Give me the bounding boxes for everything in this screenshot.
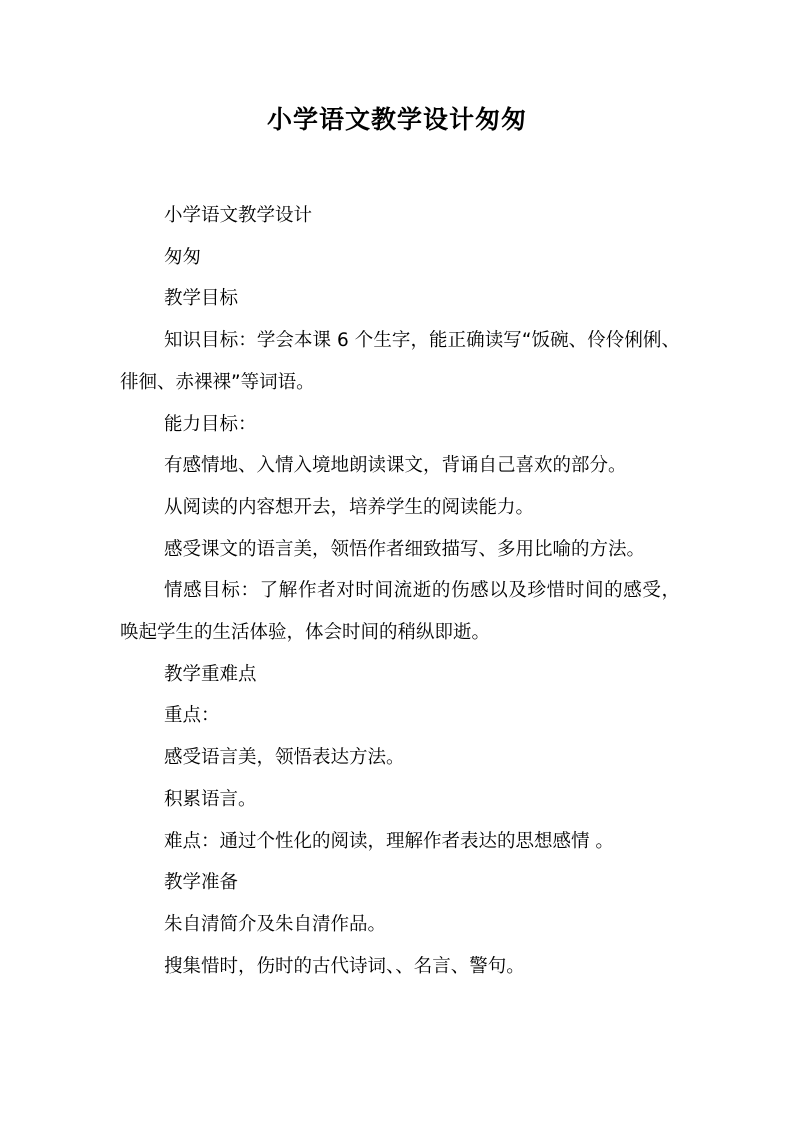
paragraph-ability-goal-3: 感受课文的语言美，领悟作者细致描写、多用比喻的方法。 bbox=[164, 538, 646, 560]
paragraph-heading-key-points: 教学重难点 bbox=[164, 663, 257, 685]
paragraph-ability-goal-2: 从阅读的内容想开去，培养学生的阅读能力。 bbox=[164, 496, 535, 518]
paragraph-emotion-goal: 情感目标：了解作者对时间流逝的伤感以及珍惜时间的感受，唤起学生的生活体验，体会时间的稍纵即逝。 bbox=[120, 580, 680, 644]
paragraph-preparation-1: 朱自清简介及朱自清作品。 bbox=[164, 913, 387, 935]
paragraph-ability-goal-heading: 能力目标： bbox=[164, 413, 257, 435]
paragraph-knowledge-goal: 知识目标：学会本课 6 个生字，能正确读写“饭碗、伶伶俐俐、徘徊、赤裸裸”等词语。 bbox=[120, 330, 680, 393]
paragraph-key-point-2: 积累语言。 bbox=[164, 788, 257, 810]
paragraph-key-point-1: 感受语言美，领悟表达方法。 bbox=[164, 747, 405, 769]
paragraph-preparation-2: 搜集惜时，伤时的古代诗词、、名言、警句。 bbox=[164, 955, 525, 977]
paragraph-heading-goals: 教学目标 bbox=[164, 288, 239, 310]
paragraph-subtitle: 小学语文教学设计 bbox=[164, 205, 313, 226]
paragraph-heading-preparation: 教学准备 bbox=[164, 872, 239, 894]
paragraph-lesson-name: 匆匆 bbox=[164, 246, 202, 268]
document-body bbox=[120, 195, 680, 987]
paragraph-difficult-point: 难点：通过个性化的阅读，理解作者表达的思想感情 。 bbox=[164, 830, 614, 852]
paragraph-key-point-heading: 重点： bbox=[164, 705, 220, 727]
document-title: 小学语文教学设计匆匆 bbox=[266, 105, 527, 134]
paragraph-ability-goal-1: 有感情地、入情入境地朗读课文，背诵自己喜欢的部分。 bbox=[164, 455, 627, 477]
